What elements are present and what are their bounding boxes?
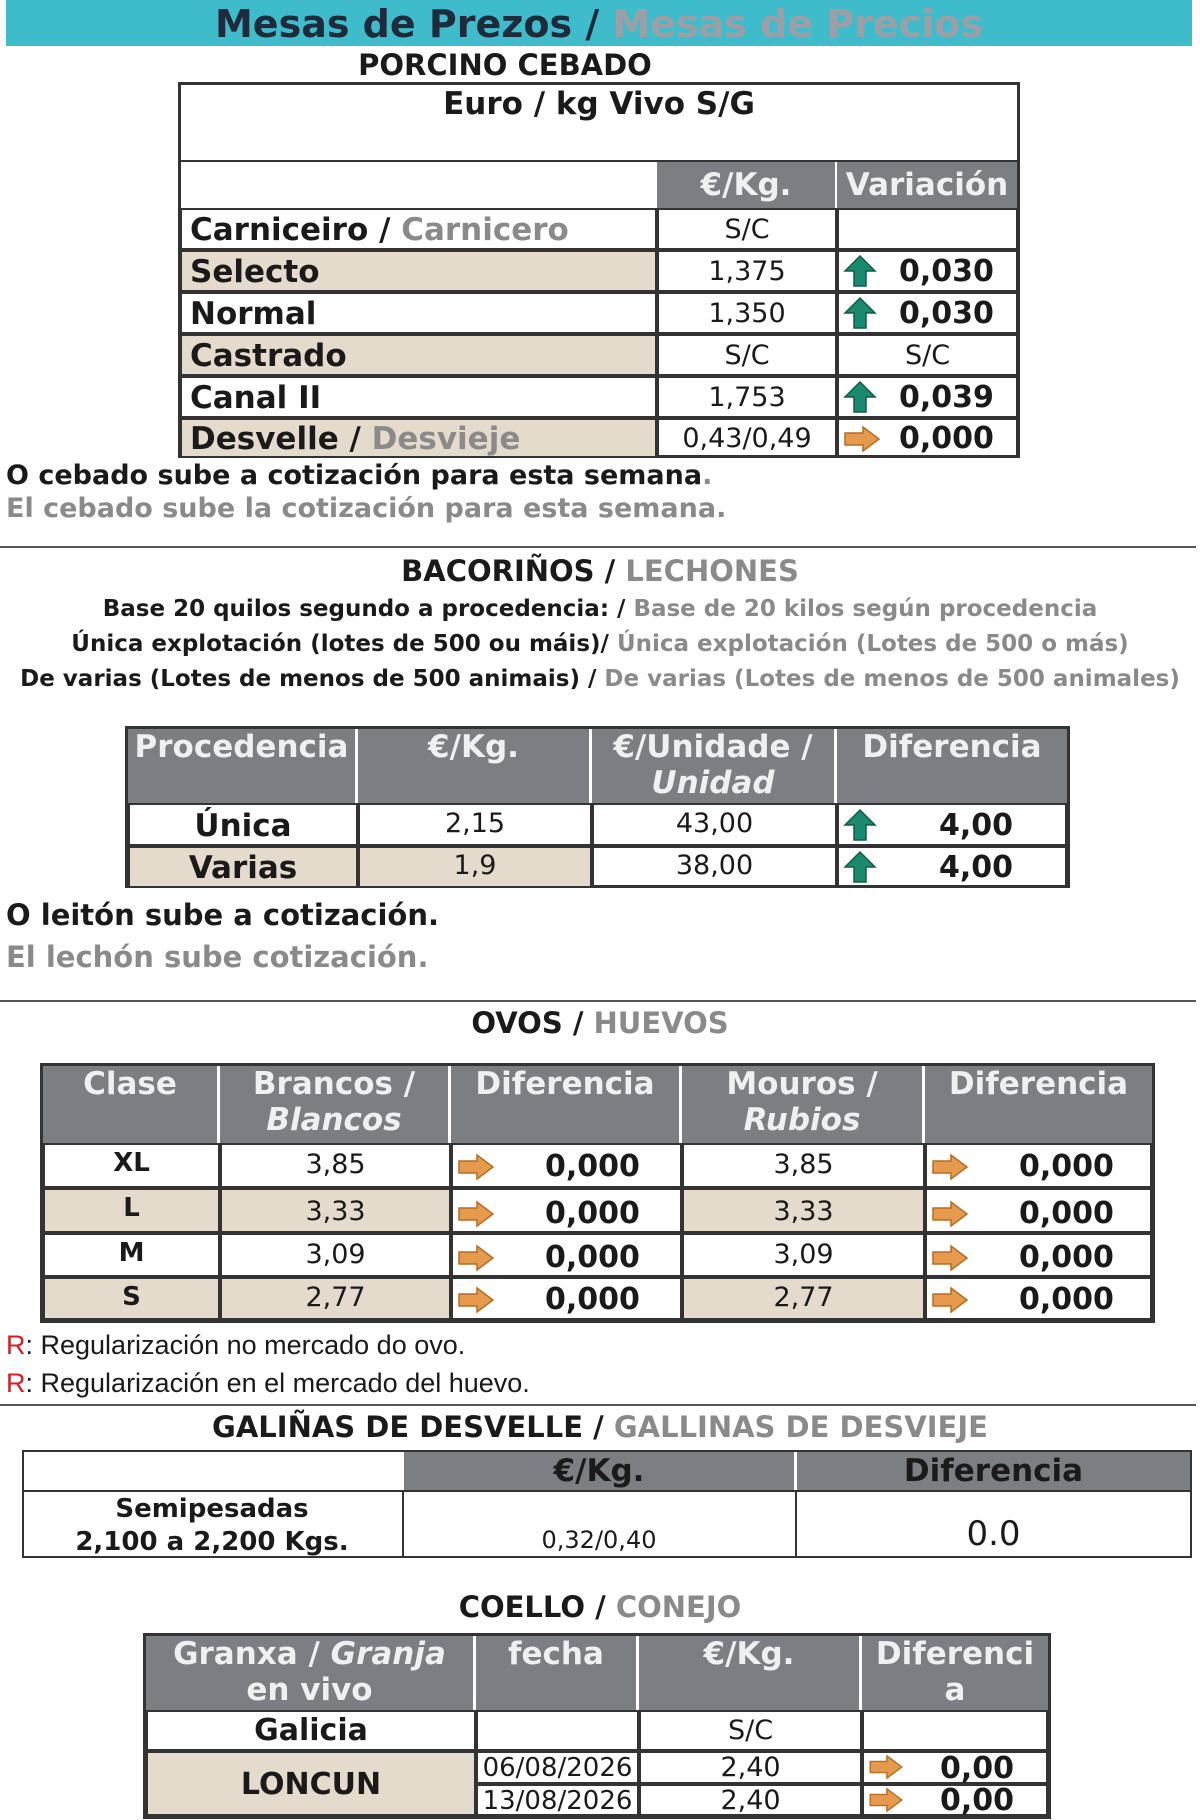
porcino-unit: Euro / kg Vivo S/G — [443, 86, 755, 122]
huevos-row-diff-b: 0,000 — [451, 1188, 682, 1233]
conejo-title: COELLO / CONEJO — [458, 1590, 742, 1624]
porcino-col-var: Variación — [837, 162, 1017, 208]
divider — [0, 1404, 1196, 1406]
arrow-up-icon — [843, 254, 877, 288]
lechones-row-kg: 2,15 — [358, 803, 592, 846]
lechones-row-diff: 4,00 — [837, 846, 1067, 888]
conejo-row-label: LONCUN — [146, 1751, 476, 1816]
lechones-note-es: El lechón sube cotización. — [6, 940, 429, 974]
page-banner — [6, 0, 1192, 46]
conejo-row-diff: 0,00 — [862, 1751, 1048, 1784]
arrow-right-icon — [931, 1244, 969, 1272]
huevos-row-diff-b: 0,000 — [451, 1233, 682, 1277]
huevos-row-rubios: 3,09 — [682, 1233, 925, 1277]
arrow-right-icon — [868, 1787, 904, 1813]
huevos-title: OVOS / HUEVOS — [471, 1006, 729, 1040]
huevos-row-diff-b: 0,000 — [451, 1143, 682, 1188]
conejo-col-kg: €/Kg. — [639, 1636, 859, 1710]
lechones-row-kg: 1,9 — [358, 846, 592, 888]
porcino-row-price: S/C — [657, 334, 837, 376]
huevos-row-diff-r: 0,000 — [925, 1143, 1152, 1188]
porcino-row-label: Desvelle / Desvieje — [180, 418, 657, 458]
arrow-right-icon — [457, 1244, 495, 1272]
porcino-col-price: €/Kg. — [657, 162, 835, 208]
conejo-row-kg: 2,40 — [639, 1784, 862, 1816]
arrow-up-icon — [843, 296, 877, 330]
porcino-row-price: S/C — [657, 208, 837, 250]
huevos-row-blancos: 3,09 — [220, 1233, 451, 1277]
lechones-title: BACORIÑOS / LECHONES — [401, 554, 799, 588]
huevos-note-es: R: Regularización en el mercado del huevo. — [6, 1368, 530, 1398]
arrow-up-icon — [843, 850, 877, 884]
conejo-row-kg: S/C — [639, 1710, 862, 1751]
porcino-row-label: Carniceiro / Carnicero — [180, 208, 657, 250]
porcino-row-price: 0,43/0,49 — [657, 418, 837, 458]
huevos-row-diff-r: 0,000 — [925, 1233, 1152, 1277]
porcino-title: PORCINO CEBADO — [358, 48, 652, 82]
conejo-col-fecha: fecha — [476, 1636, 636, 1710]
porcino-row-price: 1,753 — [657, 376, 837, 418]
conejo-row-label: Galicia — [146, 1710, 476, 1751]
gallinas-title: GALIÑAS DE DESVELLE / GALLINAS DE DESVIEJE — [212, 1410, 988, 1444]
gallinas-price: 0,32/0,40 — [541, 1526, 657, 1554]
gallinas-col-diff: Diferencia — [797, 1452, 1190, 1490]
huevos-row-rubios: 2,77 — [682, 1277, 925, 1320]
lechones-note-gl: O leitón sube a cotización. — [6, 898, 440, 932]
huevos-row-clase: S — [43, 1277, 220, 1320]
huevos-row-blancos: 3,85 — [220, 1143, 451, 1188]
huevos-row-clase: XL — [43, 1143, 220, 1188]
lechones-line: Única explotación (lotes de 500 ou máis)/ Única explotación (Lotes de 500 o más) — [71, 631, 1129, 657]
arrow-right-icon — [931, 1200, 969, 1228]
porcino-row-var: 0,039 — [837, 376, 1018, 418]
huevos-row-blancos: 3,33 — [220, 1188, 451, 1233]
huevos-note-gl: R: Regularización no mercado do ovo. — [6, 1330, 466, 1360]
lechones-line: De varias (Lotes de menos de 500 animais) / De varias (Lotes de menos de 500 animales) — [20, 666, 1180, 692]
arrow-right-icon — [931, 1153, 969, 1181]
huevos-col-rubios: Mouros / Rubios — [682, 1066, 922, 1143]
huevos-row-rubios: 3,85 — [682, 1143, 925, 1188]
porcino-row-var: 0,030 — [837, 250, 1018, 292]
page-title: Mesas de Prezos / Mesas de Precios — [214, 2, 983, 46]
huevos-row-diff-b: 0,000 — [451, 1277, 682, 1320]
porcino-row-var — [837, 208, 1018, 250]
arrow-up-icon — [843, 380, 877, 414]
porcino-row-label: Selecto — [180, 250, 657, 292]
porcino-row-label: Castrado — [180, 334, 657, 376]
lechones-row-unidad: 38,00 — [592, 846, 837, 888]
huevos-row-blancos: 2,77 — [220, 1277, 451, 1320]
porcino-row-price: 1,350 — [657, 292, 837, 334]
lechones-line: Base 20 quilos segundo a procedencia: / Base de 20 kilos según procedencia — [102, 596, 1098, 622]
conejo-row-diff: 0,00 — [862, 1784, 1048, 1816]
huevos-col-blancos: Brancos / Blancos — [220, 1066, 448, 1143]
conejo-col-diferencia: Diferenci a — [862, 1636, 1048, 1710]
huevos-col-clase: Clase — [43, 1066, 217, 1143]
lechones-col-diferencia: Diferencia — [837, 729, 1067, 803]
divider — [0, 1000, 1196, 1002]
lechones-row-diff: 4,00 — [837, 803, 1067, 846]
arrow-right-icon — [457, 1286, 495, 1314]
divider — [0, 546, 1196, 548]
arrow-right-icon — [868, 1754, 904, 1780]
arrow-right-icon — [843, 425, 881, 453]
arrow-right-icon — [931, 1286, 969, 1314]
gallinas-row-label: Semipesadas 2,100 a 2,200 Kgs. — [75, 1494, 349, 1557]
huevos-row-rubios: 3,33 — [682, 1188, 925, 1233]
gallinas-diff: 0.0 — [966, 1514, 1021, 1554]
huevos-row-diff-r: 0,000 — [925, 1277, 1152, 1320]
lechones-col-procedencia: Procedencia — [128, 729, 355, 803]
conejo-row-diff — [862, 1710, 1048, 1751]
huevos-row-clase: M — [43, 1233, 220, 1277]
porcino-row-var: 0,000 — [837, 418, 1018, 458]
huevos-row-clase: L — [43, 1188, 220, 1233]
conejo-row-fecha: 13/08/2026 — [476, 1784, 639, 1816]
conejo-row-fecha — [476, 1710, 639, 1751]
porcino-row-label: Normal — [180, 292, 657, 334]
arrow-right-icon — [457, 1153, 495, 1181]
huevos-row-diff-r: 0,000 — [925, 1188, 1152, 1233]
lechones-row-unidad: 43,00 — [592, 803, 837, 846]
lechones-row-label: Única — [128, 803, 358, 846]
arrow-right-icon — [457, 1200, 495, 1228]
porcino-row-var: S/C — [837, 334, 1018, 376]
porcino-row-price: 1,375 — [657, 250, 837, 292]
divider — [22, 1490, 1192, 1492]
huevos-col-diferencia-2: Diferencia — [925, 1066, 1152, 1143]
gallinas-col-kg: €/Kg. — [404, 1452, 794, 1490]
porcino-row-var: 0,030 — [837, 292, 1018, 334]
conejo-col-granja: Granxa / Granja en vivo — [146, 1636, 473, 1710]
lechones-row-label: Varias — [128, 846, 358, 888]
huevos-col-diferencia: Diferencia — [451, 1066, 679, 1143]
porcino-note-es: El cebado sube la cotización para esta semana. — [6, 493, 727, 524]
lechones-col-kg: €/Kg. — [358, 729, 589, 803]
conejo-row-fecha: 06/08/2026 — [476, 1751, 639, 1784]
arrow-up-icon — [843, 808, 877, 842]
lechones-col-unidad: €/Unidade / Unidad — [592, 729, 834, 803]
porcino-row-label: Canal II — [180, 376, 657, 418]
conejo-row-kg: 2,40 — [639, 1751, 862, 1784]
porcino-note-gl: O cebado sube a cotización para esta semana. — [6, 460, 713, 491]
